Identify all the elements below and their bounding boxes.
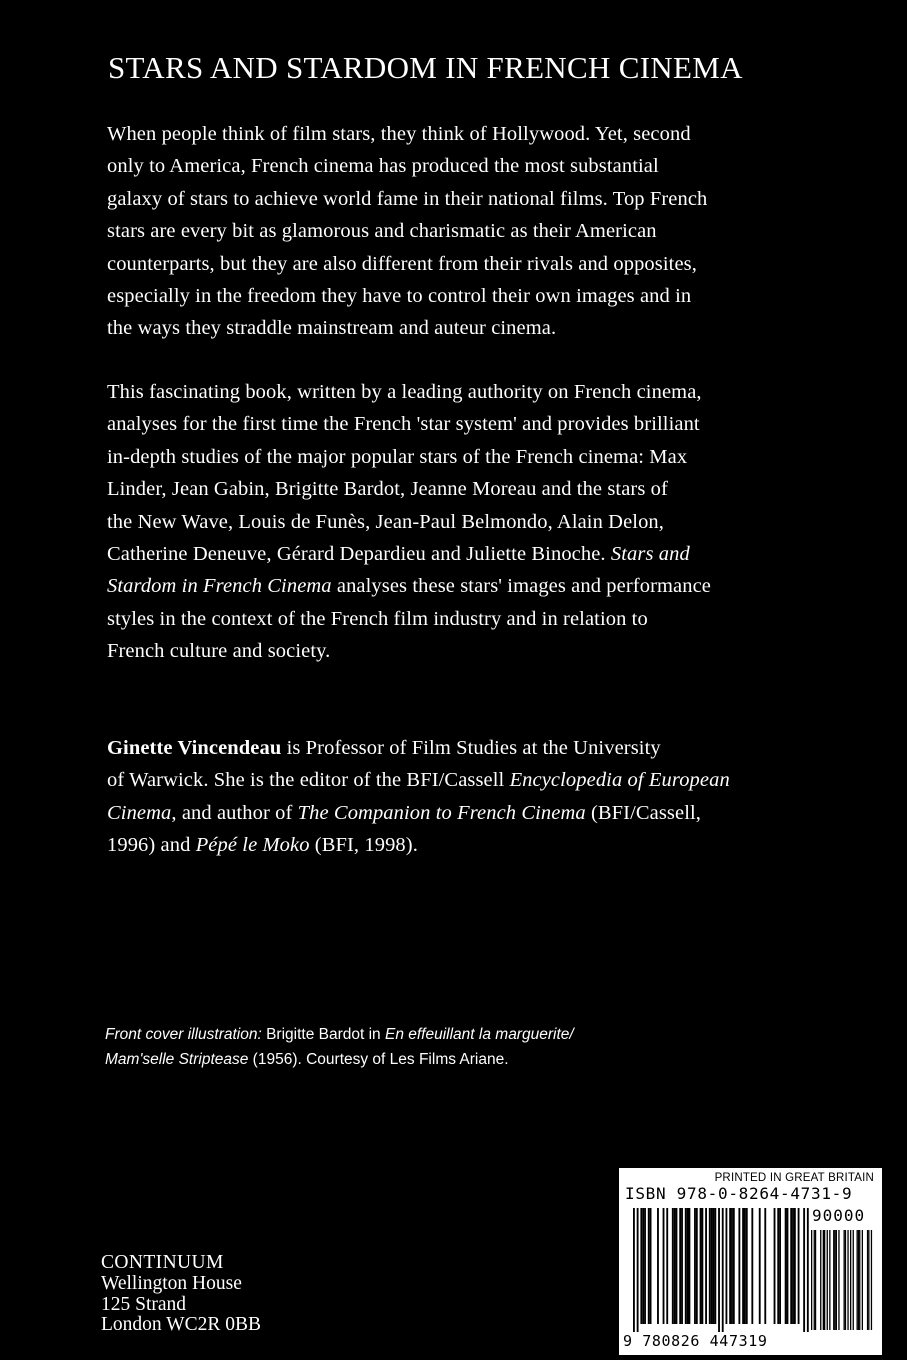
barcode-bar [648,1208,650,1324]
barcode-bar [701,1208,703,1324]
address-line: London WC2R 0BB [101,1314,261,1336]
barcode-bar [807,1208,809,1332]
text-line: the ways they straddle mainstream and auteur cinema. [107,317,557,340]
text-line [107,732,730,764]
barcode-bar [657,1208,659,1324]
barcode-bar [792,1208,794,1324]
text-line [107,764,730,796]
book-title-italic: Stardom in French Cinema [107,575,332,598]
barcode-bar [637,1208,639,1332]
barcode-bar [694,1208,696,1324]
addon-bar [811,1230,812,1330]
address-line: 125 Strand [101,1293,187,1315]
text-line [107,570,711,602]
barcode-bar [642,1208,644,1324]
addon-bar [829,1230,830,1330]
text-run: analyses these stars' images and performance [331,575,711,598]
book-title-italic: Stars and [610,543,690,566]
text-line: stars are every bit as glamorous and charismatic as their American [107,220,657,243]
italic-title: The Companion to French Cinema [297,801,586,824]
addon-bar [847,1230,848,1330]
text-run: Brigitte Bardot in [261,1026,385,1043]
barcode-bar [700,1208,702,1324]
text-line: counterparts, but they are also different from their rivals and opposites, [107,252,697,275]
italic-title: Encyclopedia of European [509,769,730,792]
blurb-paragraph-2 [107,376,711,668]
addon-bar [867,1230,868,1330]
barcode-bar [674,1208,676,1324]
barcode-bar [663,1208,665,1324]
addon-bar [827,1230,828,1330]
publisher-address [101,1253,261,1336]
barcode-bar [774,1208,776,1324]
barcode-bar [679,1208,681,1324]
text-line: When people think of film stars, they think of Hollywood. Yet, second [107,123,691,145]
text-line [107,829,730,861]
barcode-digits: 9 780826 447319 [623,1332,768,1350]
italic-title: Cinema [107,801,172,824]
addon-bar [838,1230,839,1330]
barcode-bar [787,1208,789,1324]
barcode-bar [731,1208,733,1324]
addon-bar [868,1230,869,1330]
barcode-bar [685,1208,687,1324]
text-run: of Warwick. She is the editor of the BFI/Cassell [107,769,510,792]
barcode-bar [777,1208,779,1324]
text-line: analyses for the first time the French 'star system' and provides brilliant [107,413,700,436]
barcode-bar [666,1208,668,1324]
text-line: This fascinating book, written by a leading authority on French cinema, [107,381,702,403]
addon-bar [862,1230,863,1330]
barcode-bar [640,1208,642,1324]
text-run: , and author of [171,801,298,824]
barcode-bar [633,1208,635,1332]
addon-bar [858,1230,859,1330]
barcode-bar [798,1208,800,1324]
text-line: styles in the context of the French film industry and in relation to [107,607,648,630]
addon-bar [850,1230,851,1330]
addon-bar [836,1230,837,1330]
text-run: (BFI/Cassell, [585,801,702,824]
barcode-bar [644,1208,646,1324]
price-addon-number: 90000 [812,1206,866,1225]
barcode-bar [714,1208,716,1324]
film-title: En effeuillant la marguerite/ [384,1026,574,1043]
text-line: only to America, French cinema has produced the most substantial [107,155,659,178]
text-line [107,797,730,829]
film-title: Mam'selle Striptease [105,1051,249,1068]
isbn-text: ISBN 978-0-8264-4731-9 [625,1184,853,1203]
addon-bar [834,1230,835,1330]
text-line: galaxy of stars to achieve world fame in their national films. Top French [107,187,708,210]
barcode-bar [709,1208,711,1324]
barcode-bar [722,1208,724,1332]
printed-in-label: PRINTED IN GREAT BRITAIN [714,1172,874,1184]
barcode-bar [759,1208,761,1324]
addon-bar [853,1230,854,1330]
barcode-bar [779,1208,781,1324]
addon-bar [833,1230,834,1330]
barcode-bar [705,1208,707,1324]
text-run: (BFI, 1998). [309,834,418,857]
text-run: 1996) and [107,834,196,857]
barcode-bar [744,1208,746,1324]
addon-bar [815,1230,816,1330]
barcode-bar [751,1208,753,1324]
barcode-bar [718,1208,720,1332]
barcode-bar [689,1208,691,1324]
text-line [105,1047,574,1072]
barcode-box [619,1168,882,1355]
addon-bar [857,1230,858,1330]
barcode-bar [676,1208,678,1324]
address-line: Wellington House [101,1272,242,1294]
barcode-bar [672,1208,674,1324]
author-name: Ginette Vincendeau [107,737,282,759]
text-run: Catherine Deneuve, Gérard Depardieu and Juliette Binoche. [107,543,611,566]
addon-bar [845,1230,846,1330]
barcode-bar [803,1208,805,1332]
barcode-bar [650,1208,652,1324]
barcode-bar [790,1208,792,1324]
addon-bar [859,1230,860,1330]
italic-title: Pépé le Moko [195,834,310,857]
ean-barcode [623,1208,809,1332]
publisher-name: CONTINUUM [101,1252,224,1273]
barcode-bar [733,1208,735,1324]
barcode-bar [764,1208,766,1324]
addon-bar [823,1230,824,1330]
barcode-bar [738,1208,740,1324]
text-line [105,1022,574,1047]
barcode-bar [742,1208,744,1324]
text-line: Linder, Jean Gabin, Brigitte Bardot, Jeanne Moreau and the stars of [107,478,668,501]
cover-credit [105,1022,574,1072]
addon-bar [820,1230,821,1330]
text-line [107,538,711,570]
addon-barcode [811,1230,877,1330]
addon-bar [871,1230,872,1330]
addon-bar [814,1230,815,1330]
barcode-bar [794,1208,796,1324]
text-run: is Professor of Film Studies at the University [281,737,661,759]
text-run: (1956). Courtesy of Les Films Ariane. [248,1051,509,1068]
barcode-bar [726,1208,728,1324]
addon-bar [824,1230,825,1330]
barcode-bar [729,1208,731,1324]
text-line: especially in the freedom they have to control their own images and in [107,285,692,308]
barcode-bar [681,1208,683,1324]
barcode-bar [713,1208,715,1324]
barcode-bar [687,1208,689,1324]
blurb-paragraph-1 [107,118,707,345]
text-line: in-depth studies of the major popular stars of the French cinema: Max [107,445,688,468]
barcode-bar [696,1208,698,1324]
barcode-bar [746,1208,748,1324]
author-bio [107,732,730,862]
addon-bar [844,1230,845,1330]
book-title: STARS AND STARDOM IN FRENCH CINEMA [108,50,743,85]
text-line: French culture and society. [107,640,331,663]
barcode-bar [785,1208,787,1324]
text-line: the New Wave, Louis de Funès, Jean-Paul Belmondo, Alain Delon, [107,510,665,533]
barcode-bar [711,1208,713,1324]
credit-label: Front cover illustration: [105,1026,262,1043]
